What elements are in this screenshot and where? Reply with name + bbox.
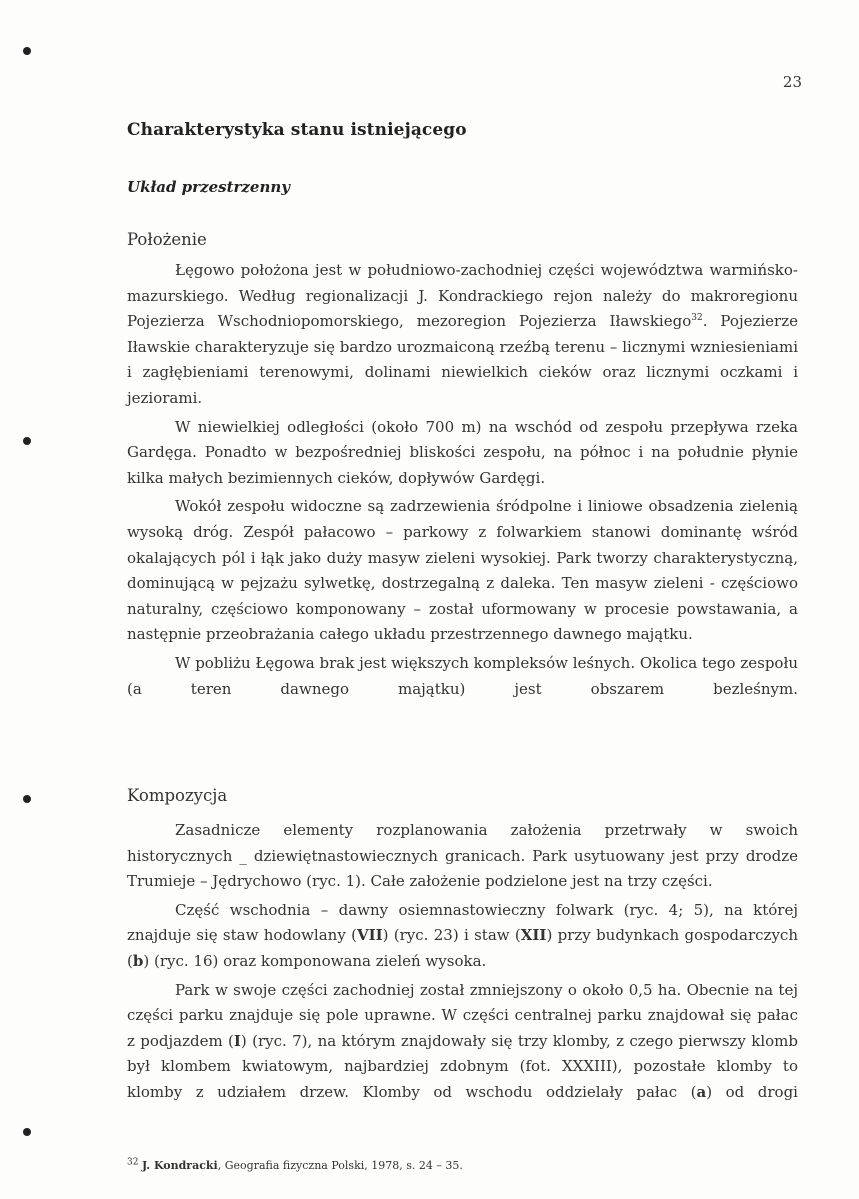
paragraph: Część wschodnia – dawny osiemnastowieczny folwark (ryc. 4; 5), na której znajduje się staw hodowlany (VII) (ryc. 23) i staw (XII) przy budynkach gospodarczych (b) (ryc. 16) oraz komponowana zieleń wysoka. <box>127 900 798 970</box>
footnote-author: J. Kondracki <box>141 1159 218 1172</box>
punch-hole-icon <box>23 437 31 445</box>
footnote-text: , Geografia fizyczna Polski, 1978, s. 24 – 35. <box>217 1159 463 1172</box>
section-body-kompozycja <box>127 818 798 1106</box>
subtitle: Układ przestrzenny <box>127 178 290 196</box>
paragraph: W pobliżu Łęgowa brak jest większych kompleksów leśnych. Okolica tego zespołu (a teren dawnego majątku) jest obszarem bezleśnym. <box>127 653 798 698</box>
page-title: Charakterystyka stanu istniejącego <box>127 120 467 140</box>
page-number: 23 <box>782 73 802 91</box>
section-heading-polozenie: Położenie <box>127 230 207 249</box>
paragraph: Łęgowo położona jest w południowo-zachodniej części województwa warmińsko-mazurskiego. Według regionalizacji J. Kondrackiego rejon należy do makroregionu Pojezierza Wschodniopomorskiego, mezoregion Pojezierza Iławskiego$^{32}$. Pojezierze Iławskie charakteryzuje się bardzo urozmaiconą rzeźbą terenu – licznymi wzniesieniami i zagłębieniami terenowymi, dolinami niewielkich cieków oraz licznymi oczkami i jeziorami. <box>127 261 799 407</box>
footnote <box>127 1159 463 1172</box>
paragraph: Wokół zespołu widoczne są zadrzewienia śródpolne i liniowe obsadzenia zielenią wysoką dróg. Zespół pałacowo – parkowy z folwarkiem stanowi dominantę wśród okalających pól i łąk jako duży masyw zieleni wysokiej. Park tworzy charakterystyczną, dominującą w pejzażu sylwetkę, dostrzegalną z daleka. Ten masyw zieleni - częściowo naturalny, częściowo komponowany – został uformowany w procesie powstawania, a następnie przeobrażania całego układu przestrzennego dawnego majątku. <box>127 497 798 644</box>
paragraph: Park w swoje części zachodniej został zmniejszony o około 0,5 ha. Obecnie na tej części parku znajduje się pole uprawne. W części centralnej parku znajdował się pałac z podjazdem (I) (ryc. 7), na którym znajdowały się trzy klomby, z czego pierwszy klomb był klombem kwiatowym, najbardziej zdobnym (fot. XXXIII), pozostałe klomby to klomby z udziałem drzew. Klomby od wschodu oddzielały pałac (a) od drogi <box>127 980 798 1101</box>
footnote-number: 32 <box>127 1157 139 1168</box>
punch-hole-icon <box>23 1128 31 1136</box>
section-heading-kompozycja: Kompozycja <box>127 786 228 805</box>
punch-hole-icon <box>23 795 31 803</box>
paragraph: W niewielkiej odległości (około 700 m) na wschód od zespołu przepływa rzeka Gardęga. Ponadto w bezpośredniej bliskości zespołu, na północ i na południe płynie kilka małych bezimiennych cieków, dopływów Gardęgi. <box>127 417 798 487</box>
section-body-polozenie <box>127 258 798 702</box>
footnote-ref[interactable]: 32 <box>691 313 703 324</box>
punch-hole-icon <box>23 47 31 55</box>
paragraph: Zasadnicze elementy rozplanowania założenia przetrwały w swoich historycznych _ dziewiętnastowiecznych granicach. Park usytuowany jest przy drodze Trumieje – Jędrychowo (ryc. 1). Całe założenie podzielone jest na trzy części. <box>127 821 798 891</box>
